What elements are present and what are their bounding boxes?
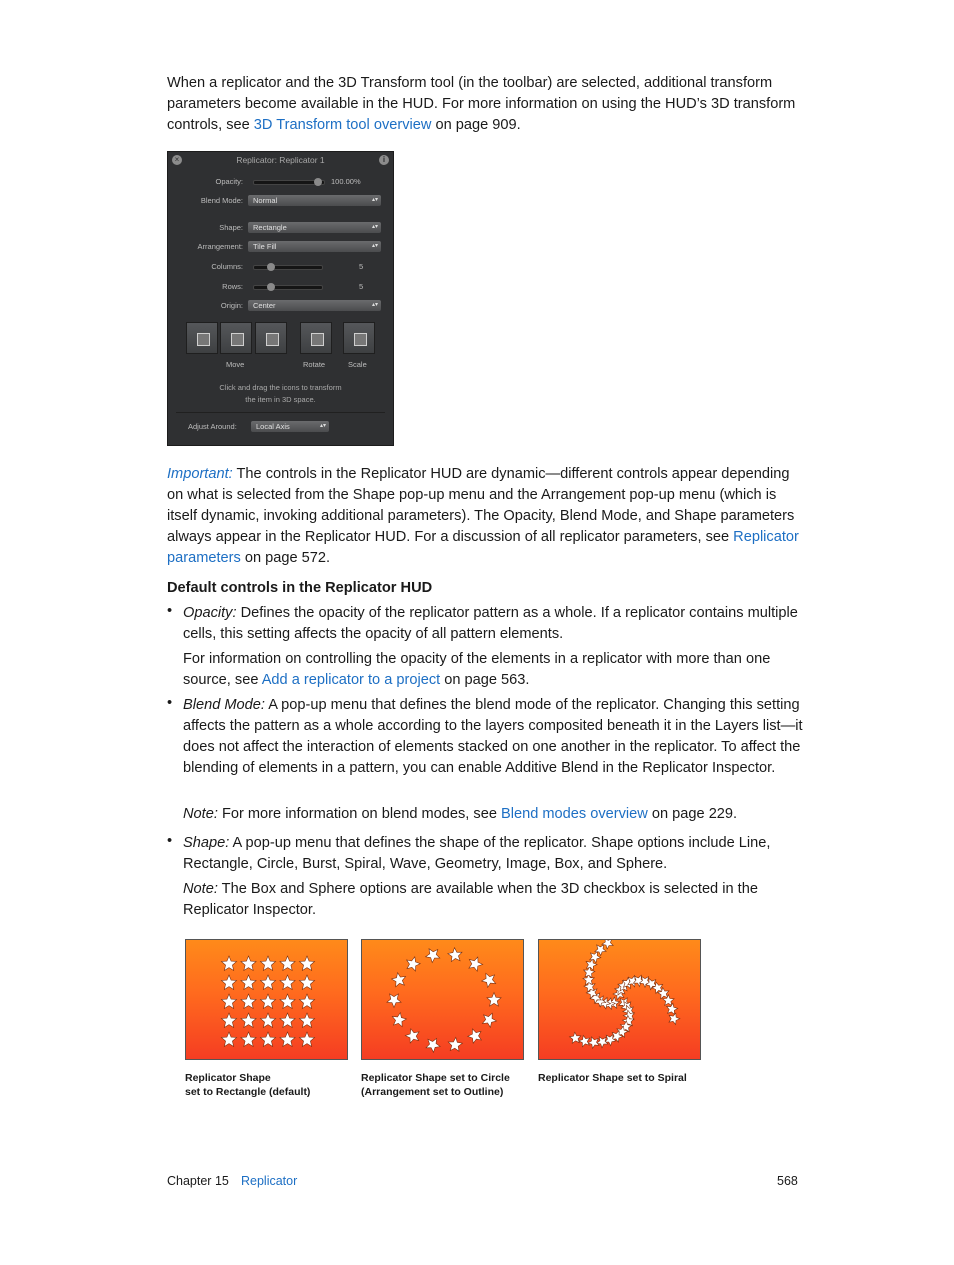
blend-text: A pop-up menu that defines the blend mode of the replicator. Changing this setting affects the pattern as a whole according to the layers composited beneath it in the Layers list—it does not affect the interaction of elements stacked on one another in the replicator. To affect the blending of elements in a pattern, you can enable Additive Blend in the Replicator Inspector. — [183, 697, 803, 776]
close-icon[interactable]: × — [172, 155, 182, 165]
star-icon — [299, 1013, 314, 1028]
scale-button[interactable] — [343, 322, 375, 354]
section-heading: Default controls in the Replicator HUD — [167, 580, 433, 596]
divider — [176, 412, 385, 413]
link-blend-modes-overview[interactable]: Blend modes overview — [501, 806, 648, 822]
opacity-more-end: on page 563. — [440, 672, 530, 688]
move-caption: Move — [226, 360, 245, 369]
star-icon — [299, 1032, 314, 1047]
hud-hint-line1: Click and drag the icons to transform — [219, 383, 342, 392]
star-icon — [260, 1032, 275, 1047]
figure-circle — [361, 939, 524, 1060]
scale-icon — [354, 333, 367, 346]
columns-label: Columns: — [211, 262, 243, 271]
star-icon — [602, 940, 613, 949]
star-icon — [241, 1032, 256, 1047]
important-paragraph — [167, 464, 807, 569]
rows-slider-track[interactable] — [253, 285, 323, 290]
star-icon — [570, 1032, 581, 1043]
adjust-around-popup[interactable] — [251, 421, 329, 432]
star-icon — [448, 1037, 462, 1051]
important-text-end: on page 572. — [240, 550, 331, 566]
rows-value[interactable]: 5 — [359, 282, 364, 291]
star-icon — [426, 949, 440, 963]
star-icon — [482, 973, 496, 987]
move-xz-button[interactable] — [220, 322, 252, 354]
star-icon — [221, 994, 236, 1009]
figure-caption-circle — [361, 1071, 510, 1099]
caption-line: Replicator Shape — [185, 1072, 271, 1084]
star-icon — [387, 994, 401, 1008]
star-icon — [260, 975, 275, 990]
move-z-button[interactable] — [255, 322, 287, 354]
origin-label: Origin: — [220, 301, 243, 310]
spiral-stars-graphic — [539, 940, 701, 1060]
rectangle-stars-graphic — [186, 940, 348, 1060]
origin-popup[interactable] — [248, 300, 381, 311]
adjust-around-value: Local Axis — [256, 422, 290, 431]
shape-label: Shape: — [219, 223, 243, 232]
blend-note-text: For more information on blend modes, see — [217, 806, 501, 822]
caption-line: (Arrangement set to Outline) — [361, 1086, 504, 1098]
shape-term: Shape: — [183, 835, 230, 851]
star-icon — [299, 956, 314, 971]
star-icon — [280, 1013, 295, 1028]
popup-arrows-icon: ▴▾ — [371, 302, 378, 308]
star-icon — [280, 956, 295, 971]
star-icon — [221, 1032, 236, 1047]
star-icon — [487, 993, 501, 1007]
footer-page-number: 568 — [777, 1174, 798, 1188]
replicator-hud — [167, 151, 394, 446]
move-xy-icon — [197, 333, 210, 346]
adjust-around-label: Adjust Around: — [188, 422, 237, 431]
shape-popup[interactable] — [248, 222, 381, 233]
star-icon — [468, 1029, 482, 1043]
columns-slider-knob[interactable] — [267, 263, 275, 271]
info-icon[interactable]: i — [379, 155, 389, 165]
caption-line: Replicator Shape set to Spiral — [538, 1072, 687, 1084]
arrangement-value: Tile Fill — [253, 242, 277, 251]
opacity-label: Opacity: — [215, 177, 243, 186]
shape-value: Rectangle — [253, 223, 287, 232]
intro-text: When a replicator and the 3D Transform tool (in the toolbar) are selected, additional transform parameters become available in the HUD. For more information on using the HUD’s 3D transform controls, see — [167, 75, 796, 133]
footer-section-link[interactable]: Replicator — [241, 1174, 298, 1188]
star-icon — [221, 956, 236, 971]
star-icon — [407, 957, 421, 971]
star-icon — [669, 1013, 680, 1024]
rotate-icon — [311, 333, 324, 346]
arrangement-popup[interactable] — [248, 241, 381, 252]
hud-hint-line2: the item in 3D space. — [245, 395, 316, 404]
circle-stars-graphic — [362, 940, 524, 1060]
popup-arrows-icon: ▴▾ — [371, 224, 378, 230]
columns-slider-track[interactable] — [253, 265, 323, 270]
star-icon — [299, 975, 314, 990]
opacity-more-paragraph — [183, 649, 808, 691]
star-icon — [579, 1035, 590, 1046]
blend-mode-popup[interactable] — [248, 195, 381, 206]
star-icon — [482, 1013, 496, 1027]
arrangement-label: Arrangement: — [197, 242, 243, 251]
star-icon — [221, 1013, 236, 1028]
star-icon — [241, 994, 256, 1009]
note-label: Note: — [183, 806, 218, 822]
move-xz-icon — [231, 333, 244, 346]
bullet-opacity — [183, 603, 808, 645]
popup-arrows-icon: ▴▾ — [371, 243, 378, 249]
intro-text-end: on page 909. — [431, 117, 521, 133]
star-icon — [426, 1038, 440, 1052]
footer-chapter: Chapter 15 — [167, 1174, 229, 1188]
hud-hint — [168, 382, 393, 406]
star-icon — [392, 1013, 406, 1027]
hud-title: Replicator: Replicator 1 — [236, 155, 325, 165]
rows-label: Rows: — [222, 282, 243, 291]
star-icon — [280, 975, 295, 990]
popup-arrows-icon: ▴▾ — [319, 423, 326, 429]
important-text: The controls in the Replicator HUD are dynamic—different controls appear depending on what is selected from the Shape pop-up menu and the Arrangement pop-up menu (which is itself dynamic, invoking additional parameters). The Opacity, Blend Mode, and Shape parameters always appear in the Replicator HUD. For a discussion of all replicator parameters, see — [167, 466, 795, 545]
star-icon — [392, 973, 406, 987]
rotate-caption: Rotate — [303, 360, 326, 369]
blend-note-end: on page 229. — [647, 806, 738, 822]
note-label: Note: — [183, 881, 218, 897]
opacity-term: Opacity: — [183, 605, 237, 621]
shape-text: A pop-up menu that defines the shape of the replicator. Shape options include Line, Rectangle, Circle, Burst, Spiral, Wave, Geometry, Image, Box, and Sphere. — [183, 835, 771, 872]
star-icon — [405, 1029, 419, 1043]
shape-note — [183, 879, 808, 921]
link-add-replicator[interactable]: Add a replicator to a project — [261, 672, 441, 688]
opacity-slider-knob[interactable] — [314, 178, 322, 186]
star-icon — [280, 1032, 295, 1047]
star-icon — [260, 956, 275, 971]
bullet-dot: • — [167, 833, 173, 849]
move-z-icon — [266, 333, 279, 346]
opacity-text: Defines the opacity of the replicator pattern as a whole. If a replicator contains multiple cells, this setting affects the opacity of all pattern elements. — [183, 605, 798, 642]
blend-term: Blend Mode: — [183, 697, 265, 713]
star-icon — [241, 1013, 256, 1028]
blend-mode-label: Blend Mode: — [200, 196, 243, 205]
opacity-value[interactable]: 100.00% — [331, 177, 361, 186]
star-icon — [260, 1013, 275, 1028]
star-icon — [469, 957, 483, 971]
star-icon — [241, 975, 256, 990]
popup-arrows-icon: ▴▾ — [371, 197, 378, 203]
star-icon — [241, 956, 256, 971]
star-icon — [667, 1003, 678, 1014]
origin-value: Center — [253, 301, 276, 310]
important-label: Important: — [167, 466, 233, 482]
figure-caption-spiral — [538, 1071, 687, 1085]
star-icon — [448, 948, 462, 962]
bullet-blend-mode — [183, 695, 808, 779]
scale-caption: Scale — [348, 360, 367, 369]
star-icon — [280, 994, 295, 1009]
star-icon — [299, 994, 314, 1009]
link-3d-transform-overview[interactable]: 3D Transform tool overview — [253, 117, 432, 133]
rows-slider-knob[interactable] — [267, 283, 275, 291]
bullet-dot: • — [167, 603, 173, 619]
star-icon — [221, 975, 236, 990]
figure-caption-rectangle — [185, 1071, 310, 1099]
blend-mode-value: Normal — [253, 196, 278, 205]
blend-note — [183, 804, 808, 825]
intro-paragraph — [167, 73, 807, 136]
caption-line: Replicator Shape set to Circle — [361, 1072, 510, 1084]
move-xy-button[interactable] — [186, 322, 218, 354]
bullet-dot: • — [167, 695, 173, 711]
opacity-more-text: For information on controlling the opacity of the elements in a replicator with more than one source, see — [183, 651, 771, 688]
link-replicator-parameters[interactable]: Replicator parameters — [167, 529, 799, 566]
star-icon — [260, 994, 275, 1009]
columns-value[interactable]: 5 — [359, 262, 364, 271]
bullet-shape — [183, 833, 808, 875]
figure-rectangle — [185, 939, 348, 1060]
figure-spiral — [538, 939, 701, 1060]
caption-line: set to Rectangle (default) — [185, 1086, 311, 1098]
rotate-button[interactable] — [300, 322, 332, 354]
shape-note-text: The Box and Sphere options are available when the 3D checkbox is selected in the Replicator Inspector. — [183, 881, 758, 918]
